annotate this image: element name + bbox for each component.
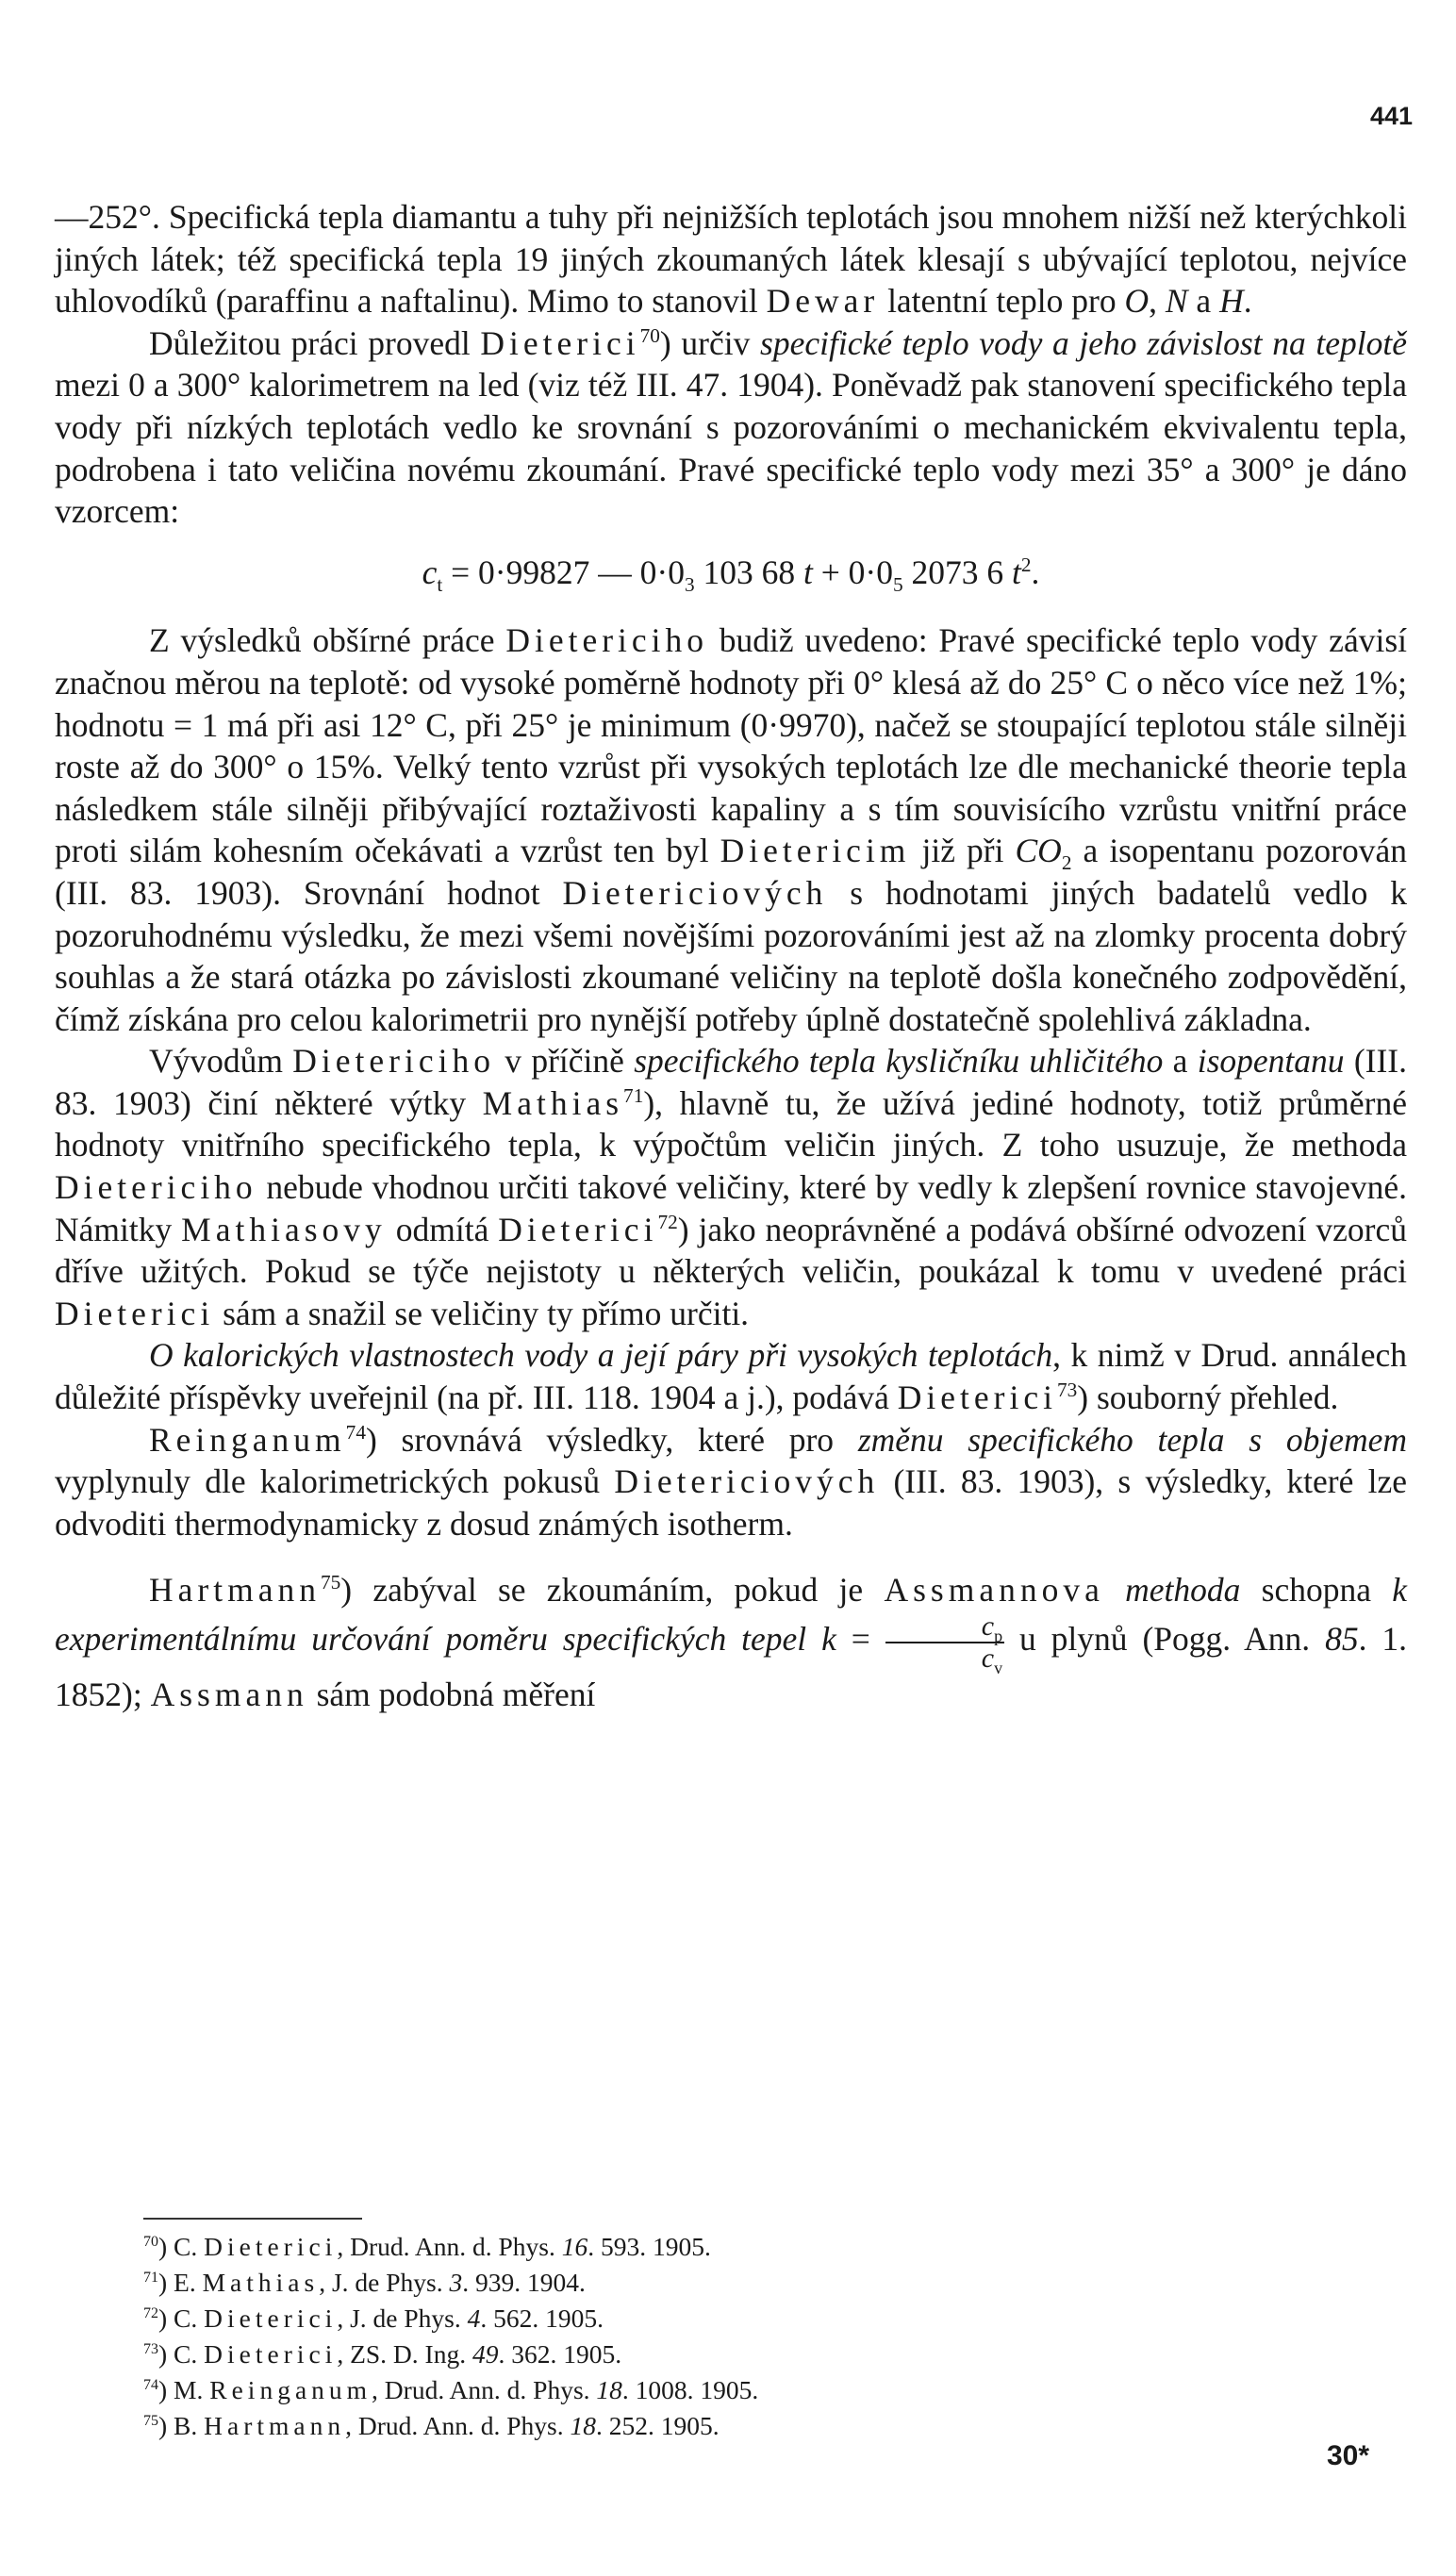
page-number: 441 <box>1369 102 1413 130</box>
footnote-ref: 73 <box>1056 1379 1078 1402</box>
paragraph-7: Hartmann$^{75}$) zabýval se zkoumáním, pokud je Assmannova methoda schopna k experimentálnímu určování poměru specifických tepel k = $\frac{c_p}{c_v}$ u plynů (Pogg. Ann. 85. 1. 1852); Assmann sám podobná měření <box>55 1571 1408 1713</box>
italic-topic: specifické teplo vody a jeho závislost na teplotě <box>760 323 1407 362</box>
footnote: $^{74}$) M. Reinganum, Drud. Ann. d. Phys. 18. 1008. 1905. <box>143 2375 759 2404</box>
main-text <box>55 196 1407 1716</box>
paragraph-2: Důležitou práci provedl Dieterici$^{70}$) určiv specifické teplo vody a jeho závislost na teplotě mezi 0 a 300° kalorimetrem na led (viz též III. 47. 1904). Poněvadž pak stanovení specifického tepla vody při nízkých teplotách vedlo ke srovnání s pozorováními o mechanickém ekvivalentu tepla, podrobena i tato veličina novému zkoumání. Pravé specifické teplo vody mezi 35° a 300° je dáno vzorcem: <box>55 323 1407 531</box>
footnote: $^{72}$) C. Dieterici, J. de Phys. 4. 562. 1905. <box>143 2304 604 2333</box>
ratio-fraction: $\frac{c_p}{c_v}$ <box>885 1611 1004 1674</box>
author-name: Dieterici <box>55 1294 215 1332</box>
author-name: Assmannova <box>884 1571 1104 1610</box>
paragraph-3: Z výsledků obšírné práce Dietericiho budiž uvedeno: Pravé specifické teplo vody závisí značnou měrou na teplotě: od vysoké poměrně hodnoty při 0° klesá až do 25° C o něco více než 1%; hodnotu = 1 má při asi 12° C, při 25° je minimum (0·9970), načež se stoupající teplotou stále silněji roste až do 300° o 15%. Velký tento vzrůst při vysokých teplotách lze dle mechanické theorie tepla následkem stále silněji přibývající roztaživosti kapaliny a s tím souvisícího vzrůstu vnitřní práce proti silám kohesním očekávati a vzrůst ten byl Dietericim již při $CO_2$ a isopentanu pozorován (III. 83. 1903). Srovnání hodnot Dietericiových s hodnotami jiných badatelů vedlo k pozoruhodnému výsledku, že mezi všemi novějšími pozorováními jest až na zlomky procenta dobrý souhlas a že stará otázka po závislosti zkoumané veličiny na teplotě došla konečného zodpovědění, čímž získána pro celou kalorimetrii pro nynější potřeby úplně dostatečně spolehlivá základna. <box>55 621 1407 1038</box>
ratio-formula: k <box>821 1620 836 1659</box>
paragraph-4: Vývodům Dietericiho v příčině specifického tepla kysličníku uhličitého a isopentanu (III. 83. 1903) činí některé výtky Mathias$^{71}$), hlavně tu, že užívá jediné hodnoty, totiž průměrné hodnoty vnitřního specifického tepla, k výpočtům veličin jiných. Z toho usuzuje, že methoda Dietericiho nebude vhodnou určiti takové veličiny, které by vedly k zlepšení rovnice stavojevné. Námitky Mathiasovy odmítá Dieterici$^{72}$) jako neoprávněné a podává obšírné odvození vzorců dříve užitých. Pokud se týče nejistoty u některých veličin, poukázal k tomu v uvedené práci Dieterici sám a snažil se veličiny ty přímo určiti. <box>55 1042 1408 1332</box>
author-name: Mathiasovy <box>181 1210 387 1248</box>
footnote: $^{71}$) E. Mathias, J. de Phys. 3. 939. 1904. <box>143 2268 586 2297</box>
footnote: $^{70}$) C. Dieterici, Drud. Ann. d. Phys. 16. 593. 1905. <box>143 2232 711 2261</box>
author-name: Dieterici <box>897 1379 1057 1417</box>
author-name: Mathias <box>482 1083 624 1122</box>
footnotes <box>143 2229 758 2444</box>
heat-formula: $c_t = 0\cdot 99827$ — $0\cdot 0_3$ 103 68 $t + 0\cdot 0_5$ 2073 6 $t^2$. <box>422 553 1040 596</box>
author-name: Hartmann <box>149 1571 321 1610</box>
author-name: Dietericiových <box>614 1462 880 1501</box>
author-name: Dieterici <box>498 1210 658 1248</box>
author-name: Assmann <box>150 1676 308 1713</box>
author-name: Dietericim <box>720 832 911 870</box>
footnote-ref: 75 <box>320 1571 341 1594</box>
author-name: Reinganum <box>149 1420 346 1459</box>
footnote-rule <box>143 2218 362 2220</box>
footnote: $^{75}$) B. Hartmann, Drud. Ann. d. Phys. 18. 252. 1905. <box>143 2411 720 2440</box>
paragraph-1: —252°. Specifická tepla diamantu a tuhy při nejnižších teplotách jsou mnohem nižší než kterýchkoli jiných látek; též specifická tepla 19 jiných zkoumaných látek klesají s ubývající teplotou, nejvíce uhlovodíků (paraffinu a naftalinu). Mimo to stanovil Dewar latentní teplo pro O, N a H. <box>55 198 1407 321</box>
signature-mark: 30* <box>1326 2440 1369 2471</box>
author-name: Dietericiho <box>292 1042 495 1081</box>
author-name: Dieterici <box>480 323 640 362</box>
author-name: Dewar <box>766 282 880 321</box>
author-name: Dietericiho <box>55 1168 257 1207</box>
footnote-ref: 70 <box>639 323 660 347</box>
footnote: $^{73}$) C. Dieterici, ZS. D. Ing. 49. 362. 1905. <box>143 2339 622 2369</box>
footnote-ref: 72 <box>657 1210 678 1233</box>
paragraph-6: Reinganum$^{74}$) srovnává výsledky, které pro změnu specifického tepla s objemem vyplynuly dle kalorimetrických pokusů Dietericiových (III. 83. 1903), s výsledky, které lze odvoditi thermodynamicky z dosud známých isotherm. <box>55 1420 1407 1543</box>
footnote-ref: 71 <box>623 1084 644 1108</box>
author-name: Dietericiho <box>505 621 709 660</box>
author-name: Dietericiových <box>562 873 828 912</box>
footnote-ref: 74 <box>345 1420 366 1444</box>
paragraph-5: O kalorických vlastnostech vody a její páry při vysokých teplotách, k nimž v Drud. annálech důležité příspěvky uveřejnil (na př. III. 118. 1904 a j.), podává Dieterici$^{73}$) souborný přehled. <box>55 1336 1407 1417</box>
